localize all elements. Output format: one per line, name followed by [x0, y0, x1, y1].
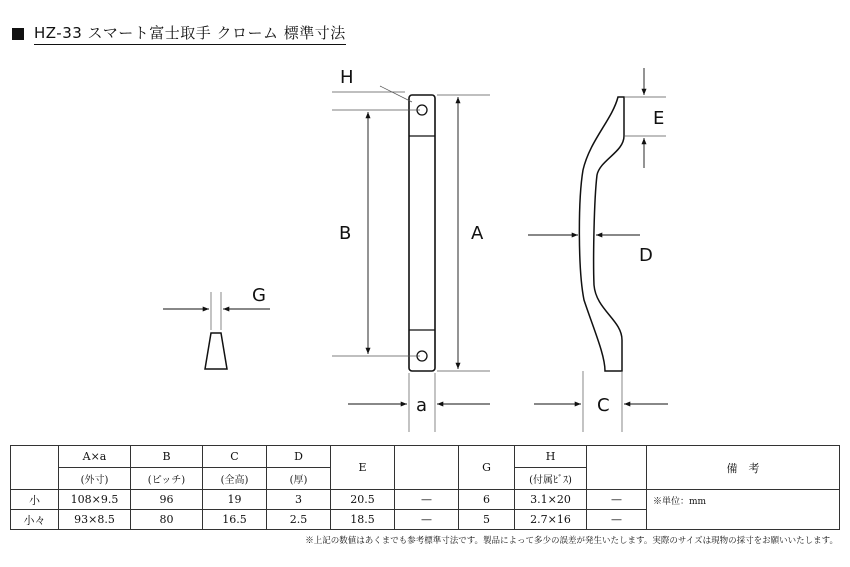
header-cell: C — [203, 446, 267, 468]
remarks-note: ※単位：mm — [647, 490, 840, 530]
handle-side-view — [579, 97, 624, 371]
table-cell: 93×8.5 — [59, 510, 131, 530]
side-extension-lines — [583, 97, 666, 432]
table-cell: — — [587, 510, 647, 530]
extension-lines — [332, 86, 490, 432]
table-cell: 小々 — [11, 510, 59, 530]
table-cell: 2.7×16 — [515, 510, 587, 530]
table-cell: — — [395, 510, 459, 530]
header-sub-cell: (厚) — [267, 468, 331, 490]
label-h: H — [340, 67, 354, 88]
header-cell: E — [331, 446, 395, 490]
label-e: E — [653, 108, 665, 129]
header-cell — [395, 446, 459, 490]
label-d: D — [639, 245, 653, 266]
header-cell — [11, 446, 59, 490]
table-cell: 96 — [131, 490, 203, 510]
label-b: B — [339, 223, 352, 244]
table-cell: 18.5 — [331, 510, 395, 530]
header-sub-cell: (付属ﾋﾞｽ) — [515, 468, 587, 490]
table-cell: 3 — [267, 490, 331, 510]
table-row — [11, 490, 840, 510]
label-a: A — [471, 223, 484, 244]
table-cell: 5 — [459, 510, 515, 530]
table-cell: — — [395, 490, 459, 510]
label-c: C — [597, 395, 610, 416]
table-cell: 2.5 — [267, 510, 331, 530]
handle-front-view — [409, 95, 435, 371]
label-a-lower: a — [416, 395, 428, 416]
table-cell: 108×9.5 — [59, 490, 131, 510]
header-sub-cell: (ピッチ) — [131, 468, 203, 490]
spec-table — [10, 445, 840, 530]
table-cell: — — [587, 490, 647, 510]
label-g: G — [252, 285, 266, 306]
header-cell: D — [267, 446, 331, 468]
table-cell: 20.5 — [331, 490, 395, 510]
title-text: HZ-33 スマート富士取手 クローム 標準寸法 — [34, 22, 346, 45]
header-cell: G — [459, 446, 515, 490]
table-cell: 3.1×20 — [515, 490, 587, 510]
header-cell: B — [131, 446, 203, 468]
table-cell: 小 — [11, 490, 59, 510]
table-cell: 6 — [459, 490, 515, 510]
header-cell: A×a — [59, 446, 131, 468]
table-cell: 80 — [131, 510, 203, 530]
header-sub-cell: (全高) — [203, 468, 267, 490]
table-header-row — [11, 446, 840, 468]
footnote: ※上記の数値はあくまでも参考標準寸法です。製品によって多少の誤差が発生いたします。実際のサイズは現物の採寸をお願いいたします。 — [305, 536, 838, 546]
table-cell: 19 — [203, 490, 267, 510]
header-cell — [587, 446, 647, 490]
header-cell: H — [515, 446, 587, 468]
table-cell: 16.5 — [203, 510, 267, 530]
header-sub-cell: (外寸) — [59, 468, 131, 490]
header-cell-remarks: 備 考 — [647, 446, 840, 490]
